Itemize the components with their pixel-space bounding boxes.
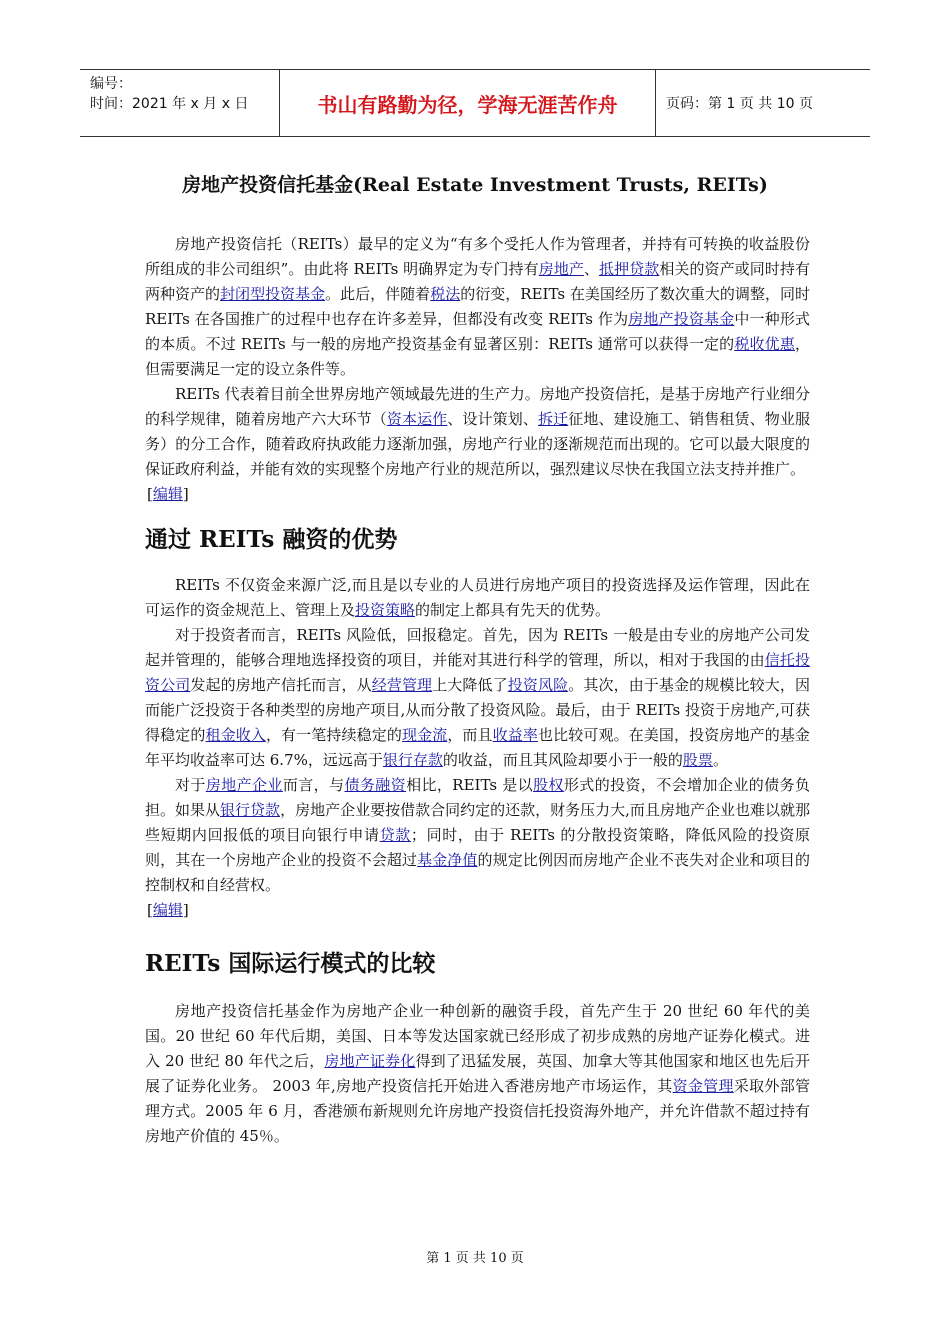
inline-link[interactable]: 股权 [533, 776, 564, 794]
text-run: 的收益，而且其风险却要小于一般的 [442, 751, 683, 769]
inline-link[interactable]: 信托投资公司 [145, 651, 810, 694]
inline-link[interactable]: 现金流 [401, 726, 448, 744]
header-meta [80, 70, 280, 136]
inline-link[interactable]: 抵押贷款 [599, 260, 660, 278]
text-run: 。其次，由于基金的规模比较大，因而能广泛投资于各种类型的房地产项目,从而分散了投资风险。最后，由于 REITs 投资于房地产,可获得稳定的 [145, 676, 810, 744]
text-run: 而言，与 [282, 776, 345, 794]
inline-link[interactable]: 税法 [430, 285, 461, 303]
inline-link[interactable]: 债务融资 [344, 776, 407, 794]
inline-link[interactable]: 收益率 [492, 726, 538, 744]
text-run: ，有一笔持续稳定的 [265, 726, 402, 744]
inline-link[interactable]: 投资风险 [507, 676, 569, 694]
inline-link[interactable]: 房地产企业 [205, 776, 283, 794]
paragraph [145, 999, 810, 1149]
text-run: ；同时，由于 REITs 的分散投资策略，降低风险的投资原则，其在一个房地产企业的投资不会超过 [145, 826, 810, 869]
text-run: 、 [583, 260, 600, 278]
text-run: 采取外部管理方式。2005 年 6 月，香港颁布新规则允许房地产投资信托投资海外地产，并允许借款不超过持有房地产价值的 45％。 [145, 1077, 810, 1145]
inline-link[interactable]: 房地产投资基金 [628, 310, 735, 328]
text-run: 。 [712, 751, 728, 769]
text-run: 对于 [175, 776, 206, 794]
inline-link[interactable]: 资金管理 [672, 1077, 734, 1095]
inline-link[interactable]: 银行存款 [382, 751, 443, 769]
text-run: 房地产投资信托基金作为房地产企业一种创新的融资手段，首先产生于 20 世纪 60 年代的美国。20 世纪 60 年代后期，美国、日本等发达国家就已经形成了初步成熟的房地产证券化模式。进入 20 世纪 80 年代之后， [145, 1002, 810, 1070]
text-run: 发起的房地产信托而言，从 [190, 676, 372, 694]
time-label: 时间：2021 年 x 月 x 日 [90, 96, 249, 112]
paragraph [145, 232, 810, 382]
text-run: 得到了迅猛发展，英国、加拿大等其他国家和地区也先后开展了证券化业务。 2003 年,房地产投资信托开始进入香港房地产市场运作，其 [145, 1052, 810, 1095]
edit-link-row: [编辑] [147, 901, 189, 919]
edit-link-row: [编辑] [147, 485, 189, 503]
text-run: 。此后，伴随着 [325, 285, 431, 303]
inline-link[interactable]: 贷款 [379, 826, 411, 844]
inline-link[interactable]: 税收优惠 [734, 335, 795, 353]
text-run: 也比较可观。在美国，投资房地产的基金年平均收益率可达 6.7%，远远高于 [145, 726, 810, 769]
text-run: 形式的投资，不会增加企业的债务负担。如果从 [145, 776, 810, 819]
inline-link[interactable]: 基金净值 [417, 851, 478, 869]
text-run: 、设计策划、 [447, 410, 538, 428]
text-run: 中一种形式的本质。不过 REITs 与一般的房地产投资基金有显著区别：REITs 通常可以获得一定的 [145, 310, 810, 353]
inline-link[interactable]: 房地产证券化 [324, 1052, 416, 1070]
inline-link[interactable]: 租金收入 [205, 726, 266, 744]
section-heading: 通过 REITs 融资的优势 [145, 526, 398, 553]
text-run: ，房地产企业要按借款合同约定的还款，财务压力大,而且房地产企业也难以就那些短期内回报低的项目向银行申请 [145, 801, 810, 844]
text-run: REITs 不仅资金来源广泛,而且是以专业的人员进行房地产项目的投资选择及运作管理，因此在可运作的资金规范上、管理上及 [145, 576, 810, 619]
edit-link[interactable]: 编辑 [152, 485, 183, 503]
inline-link[interactable]: 资本运作 [386, 410, 448, 428]
text-run: 的衍变，REITs 在美国经历了数次重大的调整，同时 REITs 在各国推广的过程中也存在许多差异，但都没有改变 REITs 作为 [145, 285, 810, 328]
inline-link[interactable]: 经营管理 [371, 676, 433, 694]
text-run: 对于投资者而言，REITs 风险低，回报稳定。首先，因为 REITs 一般是由专业的房地产公司发起并管理的，能够合理地选择投资的项目，并能对其进行科学的管理，所以，相对于我国的由 [145, 626, 810, 669]
header-table [80, 69, 870, 137]
text-run: 相关的资产或同时持有两种资产的 [145, 260, 810, 303]
inline-link[interactable]: 股票 [682, 751, 713, 769]
inline-link[interactable]: 房地产 [538, 260, 584, 278]
text-run: ，但需要满足一定的设立条件等。 [145, 335, 810, 378]
edit-link[interactable]: 编辑 [152, 901, 183, 919]
document-title: 房地产投资信托基金(Real Estate Investment Trusts, REITs) [182, 174, 768, 196]
text-run: ，而且 [447, 726, 493, 744]
header-motto: 书山有路勤为径，学海无涯苦作舟 [280, 70, 656, 136]
paragraph [145, 773, 810, 898]
text-run: REITs 代表着目前全世界房地产领域最先进的生产力。房地产投资信托，是基于房地产行业细分的科学规律，随着房地产六大环节（ [145, 385, 810, 428]
text-run: 征地、建设施工、销售租赁、物业服务）的分工合作，随着政府执政能力逐渐加强，房地产行业的逐渐规范而出现的。它可以最大限度的保证政府利益，并能有效的实现整个房地产行业的规范所以，强烈建议尽快在我国立法支持并推广。 [145, 410, 810, 478]
text-run: 的规定比例因而房地产企业不丧失对企业和项目的控制权和自经营权。 [145, 851, 810, 894]
text-run: 相比，REITs 是以 [406, 776, 534, 794]
paragraph [145, 623, 810, 773]
paragraph [145, 382, 810, 482]
inline-link[interactable]: 银行贷款 [220, 801, 281, 819]
header-page-info: 页码：第 1 页 共 10 页 [666, 96, 813, 112]
text-run: 的制定上都具有先天的优势。 [415, 601, 611, 619]
text-run: 房地产投资信托（REITs）最早的定义为“有多个受托人作为管理者，并持有可转换的收益股份所组成的非公司组织”。由此将 REITs 明确界定为专门持有 [145, 235, 810, 278]
inline-link[interactable]: 拆迁 [538, 410, 569, 428]
section-heading: REITs 国际运行模式的比较 [145, 950, 436, 977]
page-footer: 第 1 页 共 10 页 [426, 1251, 524, 1266]
inline-link[interactable]: 投资策略 [355, 601, 416, 619]
number-label: 编号： [90, 76, 132, 92]
inline-link[interactable]: 封闭型投资基金 [220, 285, 326, 303]
text-run: 上大降低了 [432, 676, 508, 694]
paragraph [145, 573, 810, 623]
document-body [145, 232, 810, 1149]
